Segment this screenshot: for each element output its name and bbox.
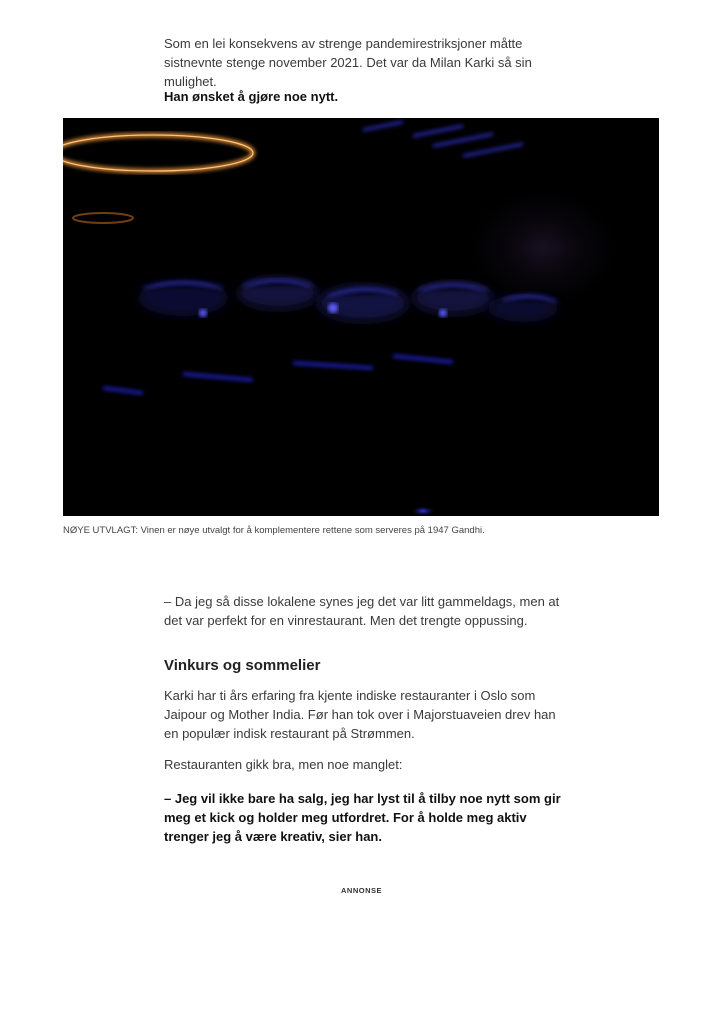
advertisement-label: ANNONSE <box>340 886 382 895</box>
section-heading: Vinkurs og sommelier <box>164 657 321 674</box>
paragraph: Karki har ti års erfaring fra kjente indiske restauranter i Oslo som Jaipour og Mother India. Før han tok over i Majorstuaveien drev han en populær indisk restaurant på Strømmen. <box>164 688 556 741</box>
paragraph: Restauranten gikk bra, men noe manglet: <box>164 757 403 772</box>
quote-paragraph: – Jeg vil ikke bare ha salg, jeg har lyst til å tilby noe nytt som gir meg et kick og holder meg utfordret. For å holde meg aktiv trenger jeg å være kreativ, sier han. <box>164 791 561 844</box>
article-photo <box>63 118 659 516</box>
lead-sentence: Han ønsket å gjøre noe nytt. <box>164 89 339 104</box>
paragraph: Som en lei konsekvens av strenge pandemirestriksjoner måtte sistnevnte stenge november 2021. Det var da Milan Karki så sin mulighet. <box>164 36 532 89</box>
paragraph: – Da jeg så disse lokalene synes jeg det var litt gammeldags, men at det var perfekt for en vinrestaurant. Men det trengte oppussing. <box>164 594 560 628</box>
photo-caption: NØYE UTVLAGT: Vinen er nøye utvalgt for å komplementere rettene som serveres på 1947 Gandhi. <box>63 525 485 536</box>
